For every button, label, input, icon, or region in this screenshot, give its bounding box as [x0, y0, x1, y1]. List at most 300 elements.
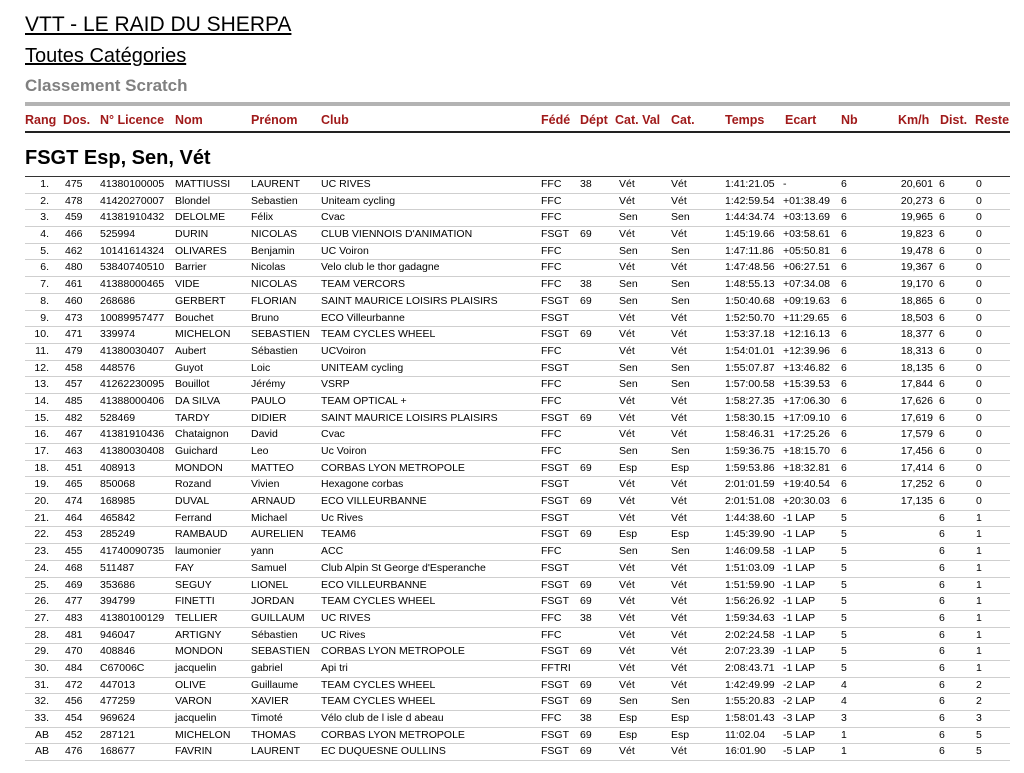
cell-nb: 6	[841, 194, 847, 207]
cell-reste: 0	[976, 228, 982, 241]
cell-licence: 41381910432	[100, 211, 165, 224]
table-row	[25, 294, 1010, 311]
cell-licence: 353686	[100, 578, 136, 591]
cell-rang: 11.	[35, 344, 49, 357]
cell-rang: 13.	[34, 378, 49, 391]
cell-club: Uc Voiron	[321, 445, 367, 457]
cell-ecart: +05:50.81	[783, 244, 831, 257]
cell-nom: VIDE	[175, 278, 200, 291]
col-ecart: Ecart	[785, 113, 817, 127]
cell-prenom: ARNAUD	[251, 495, 296, 508]
cell-dist: 6	[939, 294, 945, 307]
cell-catval: Vét	[619, 228, 635, 241]
cell-nb: 6	[841, 228, 847, 241]
cell-nb: 5	[841, 545, 847, 558]
cell-cat: Sen	[671, 211, 690, 224]
cell-dos: 465	[65, 478, 83, 491]
cell-nb: 6	[841, 178, 847, 190]
cell-prenom: NICOLAS	[251, 278, 298, 291]
cell-nb: 5	[841, 645, 847, 658]
cell-cat: Sen	[671, 244, 690, 257]
cell-catval: Vét	[619, 645, 635, 658]
cell-dos: 483	[65, 611, 83, 624]
cell-club: SAINT MAURICE LOISIRS PLAISIRS	[321, 294, 498, 307]
cell-nb: 5	[841, 595, 847, 608]
cell-nom: Aubert	[175, 344, 206, 357]
table-row	[25, 644, 1010, 661]
cell-temps: 2:02:24.58	[725, 628, 775, 641]
cell-reste: 0	[976, 244, 982, 257]
cell-dos: 474	[65, 495, 83, 508]
cell-cat: Vét	[671, 344, 687, 357]
cell-nom: VARON	[175, 695, 212, 708]
cell-catval: Sen	[619, 695, 638, 708]
cell-club: UCVoiron	[321, 344, 366, 357]
cell-fede: FFC	[541, 261, 562, 274]
cell-temps: 1:55:07.87	[725, 361, 775, 374]
cell-dist: 6	[939, 478, 945, 491]
cell-reste: 0	[976, 211, 982, 224]
cell-catval: Vét	[619, 328, 635, 341]
cell-club: Club Alpin St George d'Esperanche	[321, 561, 486, 574]
cell-ecart: -3 LAP	[783, 712, 816, 724]
page-title: VTT - LE RAID DU SHERPA	[25, 13, 292, 36]
cell-licence: 41420270007	[100, 194, 165, 207]
cell-club: Uc Rives	[321, 511, 364, 524]
cell-rang: AB	[34, 728, 49, 741]
cell-dist: 6	[939, 712, 945, 724]
cell-dos: 477	[65, 595, 83, 608]
cell-ecart: -1 LAP	[783, 611, 816, 624]
table-row	[25, 661, 1010, 678]
cell-rang: AB	[34, 745, 49, 758]
table-row	[25, 377, 1010, 394]
cell-nb: 6	[841, 278, 847, 291]
cell-licence: 465842	[100, 511, 136, 524]
cell-dept: 38	[580, 278, 592, 291]
cell-prenom: Guillaume	[251, 678, 299, 691]
table-row	[25, 628, 1010, 645]
cell-dept: 38	[580, 611, 592, 624]
cell-cat: Vét	[671, 745, 687, 758]
cell-dept: 69	[580, 528, 592, 541]
cell-nom: MICHELON	[175, 728, 231, 741]
cell-nom: jacquelin	[175, 661, 217, 674]
table-row	[25, 427, 1010, 444]
cell-ecart: +20:30.03	[783, 495, 831, 508]
cell-dos: 472	[65, 678, 83, 691]
cell-club: Vélo club de l isle d abeau	[321, 712, 444, 724]
cell-temps: 2:08:43.71	[725, 661, 775, 674]
cell-temps: 1:58:27.35	[725, 394, 775, 407]
cell-prenom: MATTEO	[251, 461, 294, 474]
cell-prenom: Timoté	[251, 712, 283, 724]
cell-ecart: -5 LAP	[783, 745, 816, 758]
cell-reste: 0	[976, 394, 982, 407]
cell-temps: 1:59:34.63	[725, 611, 775, 624]
cell-catval: Sen	[619, 211, 638, 224]
cell-prenom: DIDIER	[251, 411, 287, 424]
cell-cat: Vét	[671, 661, 687, 674]
cell-fede: FFC	[541, 394, 562, 407]
cell-rang: 18.	[34, 461, 49, 474]
cell-nb: 6	[841, 394, 847, 407]
table-row	[25, 176, 1010, 194]
cell-ecart: -1 LAP	[783, 661, 816, 674]
cell-catval: Sen	[619, 545, 638, 558]
cell-club: TEAM6	[321, 528, 357, 541]
cell-licence: 41380030408	[100, 445, 165, 457]
cell-fede: FFC	[541, 712, 562, 724]
cell-fede: FFC	[541, 278, 562, 291]
cell-ecart: +03:13.69	[783, 211, 831, 224]
cell-nb: 6	[841, 311, 847, 324]
cell-temps: 1:48:55.13	[725, 278, 775, 291]
cell-nb: 4	[841, 678, 847, 691]
cell-prenom: SEBASTIEN	[251, 645, 310, 658]
cell-nom: MICHELON	[175, 328, 231, 341]
cell-catval: Esp	[619, 712, 638, 724]
cell-cat: Vét	[671, 495, 687, 508]
cell-club: SAINT MAURICE LOISIRS PLAISIRS	[321, 411, 498, 424]
cell-ecart: +12:16.13	[783, 328, 831, 341]
cell-club: Cvac	[321, 428, 345, 441]
cell-rang: 2.	[40, 194, 49, 207]
cell-kmh: 18,135	[900, 361, 933, 374]
table-row	[25, 260, 1010, 277]
cell-club: UC Rives	[321, 628, 366, 641]
cell-temps: 1:58:30.15	[725, 411, 775, 424]
cell-dist: 6	[939, 745, 945, 758]
cell-ecart: -1 LAP	[783, 511, 816, 524]
cell-rang: 15.	[34, 411, 49, 424]
cell-fede: FFC	[541, 611, 562, 624]
cell-reste: 1	[976, 511, 982, 524]
cell-fede: FSGT	[541, 511, 569, 524]
cell-rang: 21.	[34, 511, 49, 524]
cell-ecart: +07:34.08	[783, 278, 831, 291]
cell-dept: 38	[580, 178, 592, 190]
cell-reste: 1	[976, 528, 982, 541]
table-row	[25, 194, 1010, 211]
cell-prenom: XAVIER	[251, 695, 289, 708]
cell-rang: 24.	[34, 561, 49, 574]
results-table	[25, 176, 1010, 761]
cell-temps: 16:01.90	[725, 745, 766, 758]
cell-catval: Vét	[619, 411, 635, 424]
cell-ecart: -2 LAP	[783, 695, 816, 708]
cell-catval: Vét	[619, 595, 635, 608]
cell-temps: 1:42:59.54	[725, 194, 775, 207]
ranking-type: Classement Scratch	[25, 76, 188, 95]
cell-fede: FFC	[541, 178, 562, 190]
cell-nom: Bouillot	[175, 378, 210, 391]
cell-club: TEAM CYCLES WHEEL	[321, 678, 436, 691]
table-row	[25, 210, 1010, 227]
cell-dept: 69	[580, 228, 592, 241]
cell-dos: 452	[65, 728, 83, 741]
cell-nb: 6	[841, 294, 847, 307]
cell-rang: 3.	[40, 211, 49, 224]
cell-fede: FSGT	[541, 678, 569, 691]
cell-rang: 14.	[34, 394, 49, 407]
cell-ecart: +03:58.61	[783, 228, 831, 241]
cell-cat: Vét	[671, 328, 687, 341]
table-row	[25, 344, 1010, 361]
cell-temps: 1:51:03.09	[725, 561, 775, 574]
table-row	[25, 311, 1010, 328]
cell-prenom: LAURENT	[251, 178, 301, 190]
cell-fede: FSGT	[541, 461, 569, 474]
cell-kmh: 17,626	[900, 394, 933, 407]
cell-cat: Vét	[671, 178, 687, 190]
cell-dept: 69	[580, 695, 592, 708]
cell-cat: Vét	[671, 311, 687, 324]
cell-fede: FFC	[541, 244, 562, 257]
cell-fede: FSGT	[541, 561, 569, 574]
cell-dos: 475	[65, 178, 83, 190]
header-divider	[25, 102, 1010, 106]
table-row	[25, 561, 1010, 578]
cell-temps: 2:01:51.08	[725, 495, 775, 508]
cell-club: TEAM CYCLES WHEEL	[321, 595, 436, 608]
cell-reste: 0	[976, 194, 982, 207]
cell-nom: MONDON	[175, 461, 223, 474]
cell-temps: 2:07:23.39	[725, 645, 775, 658]
cell-catval: Vét	[619, 428, 635, 441]
cell-temps: 1:50:40.68	[725, 294, 775, 307]
cell-prenom: FLORIAN	[251, 294, 297, 307]
cell-catval: Vét	[619, 478, 635, 491]
cell-dist: 6	[939, 211, 945, 224]
cell-prenom: Bruno	[251, 311, 280, 324]
cell-kmh: 17,252	[900, 478, 933, 491]
cell-reste: 1	[976, 595, 982, 608]
cell-dist: 6	[939, 461, 945, 474]
cell-catval: Vét	[619, 745, 635, 758]
cell-rang: 4.	[40, 228, 49, 241]
cell-prenom: Sebastien	[251, 194, 298, 207]
cell-dist: 6	[939, 445, 945, 457]
cell-fede: FSGT	[541, 328, 569, 341]
cell-ecart: -2 LAP	[783, 678, 816, 691]
cell-dist: 6	[939, 328, 945, 341]
cell-licence: 408913	[100, 461, 136, 474]
cell-fede: FSGT	[541, 228, 569, 241]
cell-nb: 6	[841, 344, 847, 357]
cell-nb: 5	[841, 578, 847, 591]
cell-rang: 30.	[34, 661, 49, 674]
cell-reste: 0	[976, 278, 982, 291]
cell-reste: 3	[976, 712, 982, 724]
col-temps: Temps	[725, 113, 765, 127]
table-row	[25, 694, 1010, 711]
cell-licence: 946047	[100, 628, 136, 641]
cell-dos: 466	[65, 228, 83, 241]
cell-catval: Vét	[619, 178, 635, 190]
cell-fede: FSGT	[541, 478, 569, 491]
cell-dist: 6	[939, 411, 945, 424]
col-dos: Dos.	[63, 113, 91, 127]
cell-prenom: LAURENT	[251, 745, 301, 758]
cell-fede: FFC	[541, 211, 562, 224]
cell-catval: Vét	[619, 311, 635, 324]
column-headers	[0, 113, 1024, 131]
table-row	[25, 444, 1010, 461]
cell-licence: 285249	[100, 528, 136, 541]
cell-temps: 1:59:36.75	[725, 445, 775, 457]
cell-dept: 69	[580, 495, 592, 508]
cell-fede: FFC	[541, 445, 562, 457]
cell-nom: MATTIUSSI	[175, 178, 231, 190]
cell-cat: Vét	[671, 411, 687, 424]
col-fede: Fédé	[541, 113, 571, 127]
cell-cat: Vét	[671, 578, 687, 591]
cell-prenom: Nicolas	[251, 261, 286, 274]
cell-prenom: Vivien	[251, 478, 280, 491]
cell-nom: RAMBAUD	[175, 528, 228, 541]
cell-licence: 41380030407	[100, 344, 165, 357]
cell-catval: Vét	[619, 344, 635, 357]
cell-reste: 0	[976, 428, 982, 441]
cell-temps: 1:44:34.74	[725, 211, 775, 224]
cell-dist: 6	[939, 661, 945, 674]
cell-nb: 3	[841, 712, 847, 724]
cell-ecart: -	[783, 178, 787, 190]
cell-reste: 0	[976, 328, 982, 341]
cell-licence: 528469	[100, 411, 136, 424]
cell-club: Api tri	[321, 661, 348, 674]
page-subtitle: Toutes Catégories	[25, 45, 187, 67]
table-row	[25, 611, 1010, 628]
cell-dos: 464	[65, 511, 83, 524]
cell-reste: 1	[976, 611, 982, 624]
cell-nb: 6	[841, 361, 847, 374]
cell-kmh: 18,865	[900, 294, 933, 307]
cell-licence: 969624	[100, 712, 136, 724]
cell-nb: 5	[841, 661, 847, 674]
cell-nb: 5	[841, 561, 847, 574]
cell-cat: Vét	[671, 478, 687, 491]
cell-dept: 69	[580, 678, 592, 691]
cell-club: CORBAS LYON METROPOLE	[321, 728, 465, 741]
col-dept: Dépt	[580, 113, 608, 127]
cell-fede: FSGT	[541, 294, 569, 307]
cell-kmh: 17,579	[900, 428, 933, 441]
cell-reste: 1	[976, 545, 982, 558]
table-row	[25, 361, 1010, 378]
cell-ecart: +15:39.53	[783, 378, 831, 391]
cell-licence: 511487	[100, 561, 135, 574]
cell-kmh: 18,377	[900, 328, 933, 341]
cell-fede: FSGT	[541, 578, 569, 591]
cell-fede: FSGT	[541, 495, 569, 508]
cell-reste: 0	[976, 294, 982, 307]
cell-dos: 451	[65, 461, 83, 474]
cell-nom: laumonier	[175, 545, 222, 558]
cell-fede: FFC	[541, 378, 562, 391]
cell-reste: 0	[976, 361, 982, 374]
cell-dos: 484	[65, 661, 83, 674]
cell-reste: 1	[976, 645, 982, 658]
cell-nom: SEGUY	[175, 578, 212, 591]
table-row	[25, 411, 1010, 428]
cell-kmh: 19,478	[900, 244, 933, 257]
cell-fede: FFTRI	[541, 661, 571, 674]
cell-catval: Esp	[619, 728, 638, 741]
cell-rang: 29.	[34, 645, 49, 658]
cell-prenom: NICOLAS	[251, 228, 298, 241]
cell-cat: Vét	[671, 645, 687, 658]
cell-nb: 6	[841, 478, 847, 491]
cell-dept: 69	[580, 745, 592, 758]
cell-dos: 463	[65, 445, 83, 457]
cell-fede: FFC	[541, 428, 562, 441]
cell-kmh: 17,619	[900, 411, 933, 424]
cell-catval: Esp	[619, 461, 638, 474]
cell-cat: Esp	[671, 728, 690, 741]
cell-kmh: 18,503	[900, 311, 933, 324]
cell-dos: 467	[65, 428, 83, 441]
cell-catval: Vét	[619, 495, 635, 508]
cell-temps: 1:58:01.43	[725, 712, 775, 724]
cell-nb: 6	[841, 211, 847, 224]
cell-catval: Vét	[619, 394, 635, 407]
cell-club: ECO VILLEURBANNE	[321, 578, 427, 591]
cell-dos: 456	[65, 695, 83, 708]
cell-dos: 476	[65, 745, 83, 758]
cell-fede: FSGT	[541, 645, 569, 658]
cell-cat: Vét	[671, 261, 687, 274]
cell-nom: DURIN	[175, 228, 209, 241]
cell-prenom: SEBASTIEN	[251, 328, 310, 341]
cell-nom: Barrier	[175, 261, 207, 274]
cell-prenom: PAULO	[251, 394, 286, 407]
col-nb: Nb	[841, 113, 858, 127]
cell-cat: Vét	[671, 194, 687, 207]
cell-club: ECO Villeurbanne	[321, 311, 405, 324]
cell-fede: FSGT	[541, 595, 569, 608]
cell-dist: 6	[939, 228, 945, 241]
table-row	[25, 678, 1010, 695]
table-row	[25, 711, 1010, 728]
cell-nom: Bouchet	[175, 311, 214, 324]
cell-rang: 17.	[34, 445, 49, 457]
cell-dept: 69	[580, 645, 592, 658]
cell-club: UC RIVES	[321, 611, 371, 624]
cell-kmh: 17,456	[900, 445, 933, 457]
cell-club: TEAM VERCORS	[321, 278, 406, 291]
cell-kmh: 17,414	[900, 461, 933, 474]
cell-dept: 69	[580, 595, 592, 608]
table-row	[25, 277, 1010, 294]
cell-cat: Vét	[671, 595, 687, 608]
cell-nb: 6	[841, 428, 847, 441]
cell-ecart: -1 LAP	[783, 545, 816, 558]
cell-club: CLUB VIENNOIS D'ANIMATION	[321, 228, 473, 241]
table-row	[25, 244, 1010, 261]
cell-temps: 2:01:01.59	[725, 478, 775, 491]
cell-nom: ARTIGNY	[175, 628, 222, 641]
cell-temps: 1:54:01.01	[725, 344, 775, 357]
cell-dos: 457	[65, 378, 83, 391]
cell-nb: 6	[841, 495, 847, 508]
cell-dist: 6	[939, 194, 945, 207]
cell-dist: 6	[939, 344, 945, 357]
cell-dist: 6	[939, 261, 945, 274]
cell-nom: Blondel	[175, 194, 211, 207]
cell-dept: 69	[580, 294, 592, 307]
